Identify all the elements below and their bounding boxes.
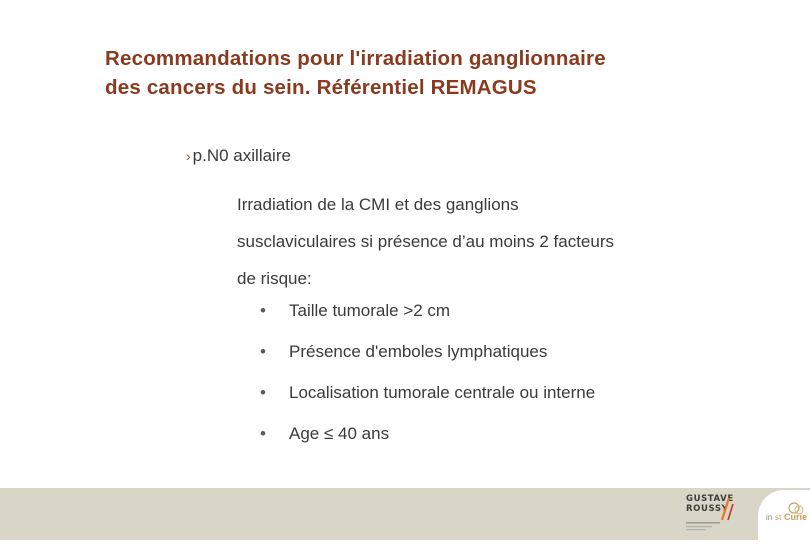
institut-curie-logo-icon [758,490,810,540]
bullet-dot-icon: • [260,383,266,402]
list-item [260,378,595,419]
body-paragraph [237,186,707,297]
body-paragraph-line-3: de risque: [237,269,312,288]
body-paragraph-line-1: Irradiation de la CMI et des ganglions [237,195,519,214]
svg-text:Curie: Curie [784,512,808,522]
svg-text:st: st [775,513,782,522]
risk-factor-list [260,296,595,460]
level1-bullet-text: p.N0 axillaire [192,146,291,165]
list-item-text: Localisation tumorale centrale ou interne [289,383,596,402]
gustave-roussy-slash-icon [686,494,746,534]
slide-title-line-2: des cancers du sein. Référentiel REMAGUS [105,76,537,99]
svg-text:in: in [766,513,773,522]
list-item [260,419,595,460]
gustave-roussy-logo-line-2: ROUSSY [686,504,729,514]
bullet-dot-icon: • [260,424,266,443]
slide-title [105,44,745,102]
body-paragraph-line-2: susclaviculaires si présence d’au moins 2 facteurs [237,232,615,251]
institut-curie-logo [758,490,810,540]
bullet-dot-icon: • [260,301,266,320]
bullet-dot-icon: • [260,342,266,361]
level1-bullet [186,146,291,166]
list-item-text: Taille tumorale >2 cm [289,301,451,320]
list-item [260,337,595,378]
list-item-text: Age ≤ 40 ans [289,424,390,443]
slide-title-line-1: Recommandations pour l'irradiation ganglionnaire [105,47,606,70]
gustave-roussy-logo [686,494,746,534]
list-item-text: Présence d'emboles lymphatiques [289,342,548,361]
bullet-marker-icon: › [186,148,191,164]
gustave-roussy-logo-line-1: GUSTAVE [686,494,734,504]
list-item [260,296,595,337]
